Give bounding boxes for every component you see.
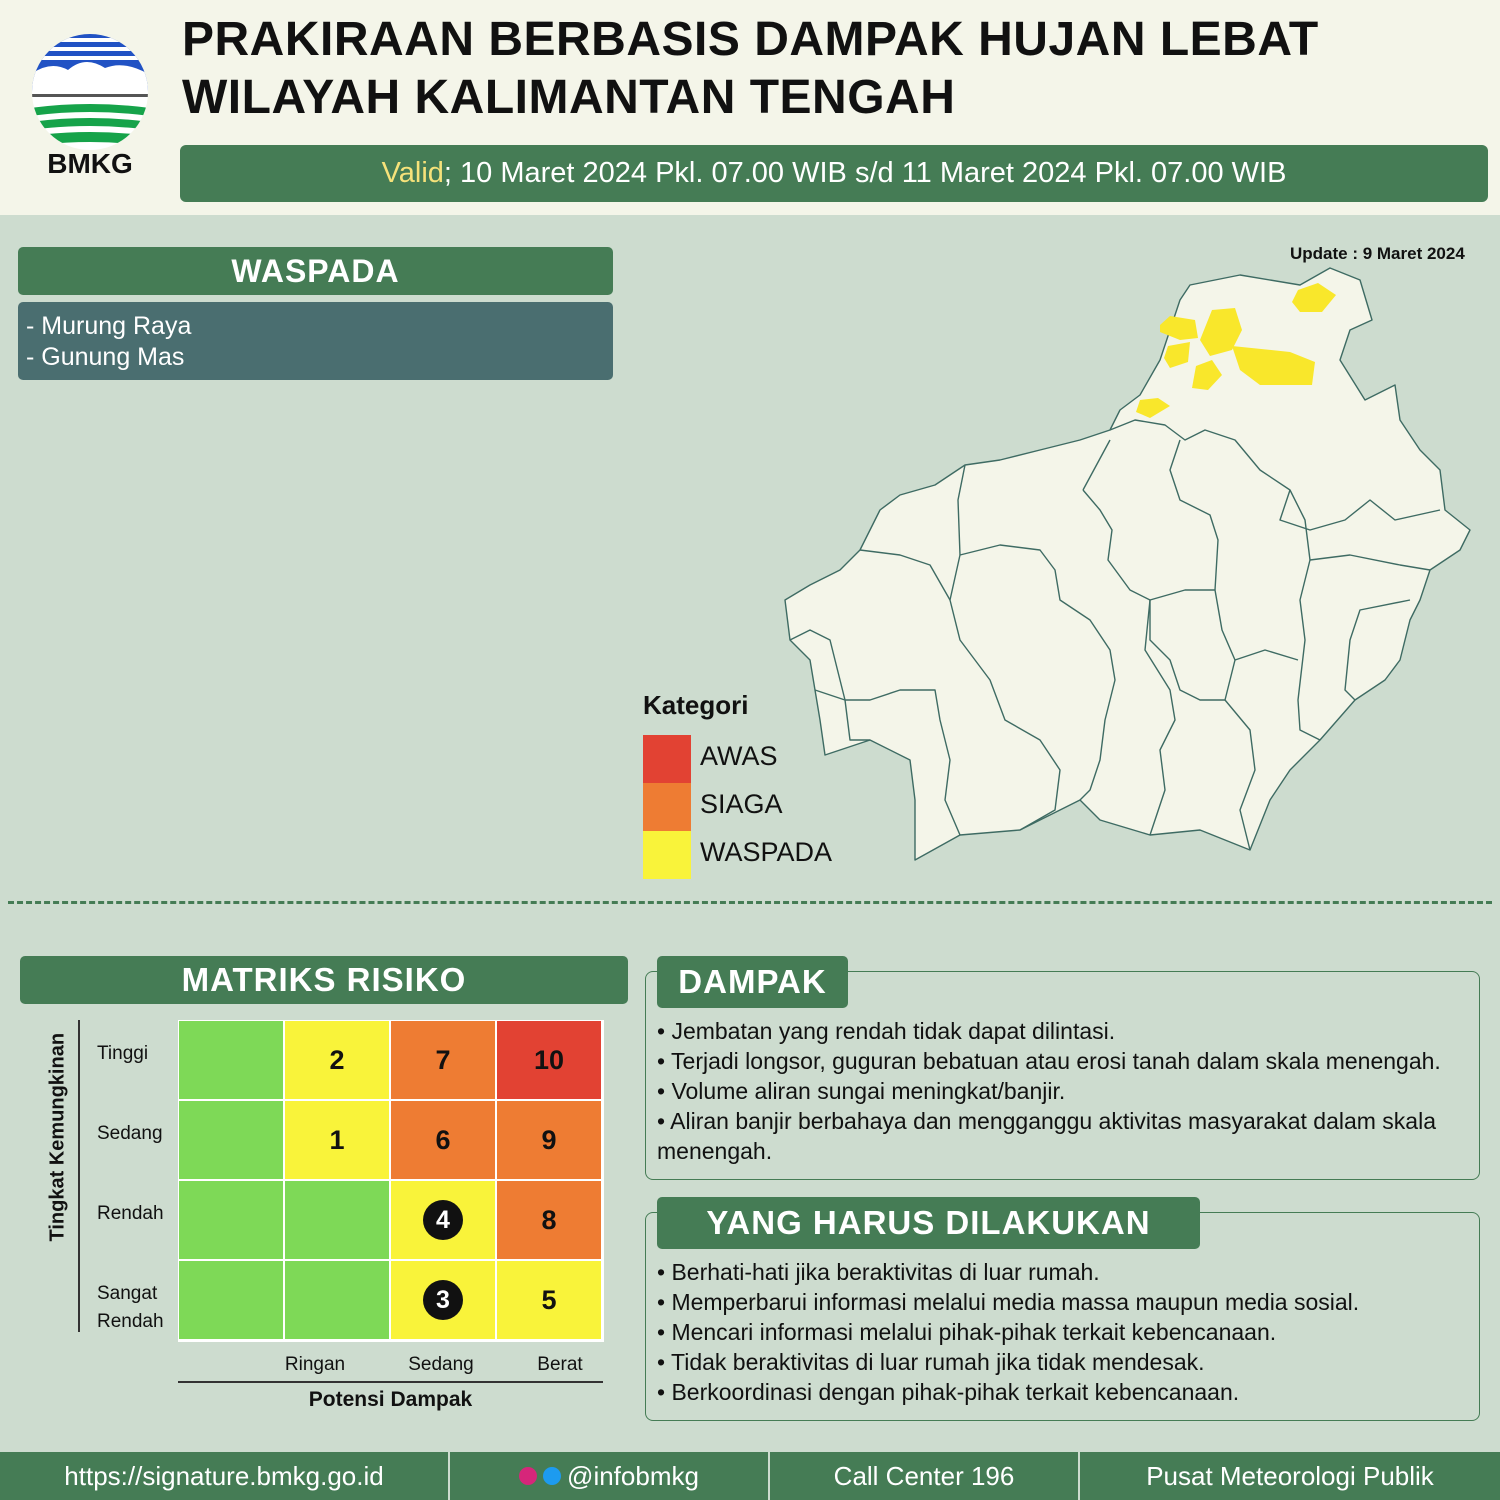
matrix-row-label: Rendah (97, 1203, 164, 1224)
matrix-x-axis-label: Potensi Dampak (308, 1388, 473, 1411)
matrix-cell: 7 (391, 1021, 495, 1099)
valid-period: ; 10 Maret 2024 Pkl. 07.00 WIB s/d 11 Maret 2024 Pkl. 07.00 WIB (443, 157, 1287, 189)
matrix-col-label: Sedang (408, 1354, 474, 1375)
matrix-cell (285, 1181, 389, 1259)
footer-social[interactable] (450, 1452, 770, 1500)
matrix-cell: 8 (497, 1181, 601, 1259)
matrix-col-label: Berat (537, 1354, 583, 1375)
todo-item: • Tidak beraktivitas di luar rumah jika tidak mendesak. (657, 1349, 1205, 1375)
update-date: Update : 9 Maret 2024 (1290, 244, 1465, 263)
todo-item: • Mencari informasi melalui pihak-pihak terkait kebencanaan. (657, 1319, 1277, 1345)
page-title-line1: PRAKIRAAN BERBASIS DAMPAK HUJAN LEBAT (182, 13, 1319, 66)
page-title-line2: WILAYAH KALIMANTAN TENGAH (182, 71, 956, 124)
instagram-icon (519, 1467, 537, 1485)
matrix-cell (179, 1101, 283, 1179)
section-divider (8, 901, 1492, 904)
waspada-area-list (18, 302, 613, 380)
matrix-row-label: Sedang (97, 1123, 163, 1144)
logo-text: BMKG (47, 148, 133, 179)
footer-bar (0, 1452, 1500, 1500)
matrix-cell-marker: 4 (423, 1200, 463, 1240)
footer-website-link[interactable]: https://signature.bmkg.go.id (0, 1452, 450, 1500)
matrix-cell: 10 (497, 1021, 601, 1099)
legend-title: Kategori (643, 690, 749, 720)
footer-org: Pusat Meteorologi Publik (1146, 1460, 1434, 1491)
matrix-cell (179, 1261, 283, 1339)
legend-label-waspada: WASPADA (700, 837, 833, 867)
matrix-cell: 6 (391, 1101, 495, 1179)
waspada-area: - Murung Raya (26, 312, 192, 340)
twitter-icon (543, 1467, 561, 1485)
social-handle: @infobmkg (567, 1460, 699, 1491)
todo-list (657, 1257, 1472, 1407)
map-region (785, 268, 1470, 860)
matrix-cell: 2 (285, 1021, 389, 1099)
legend-swatch-awas (643, 735, 691, 783)
waspada-heading: WASPADA (18, 247, 613, 295)
matrix-cell (391, 1261, 495, 1339)
matrix-cell-marker: 3 (423, 1280, 463, 1320)
legend-label-awas: AWAS (700, 741, 778, 771)
matrix-cell (179, 1021, 283, 1099)
todo-item: • Berhati-hati jika beraktivitas di luar rumah. (657, 1259, 1100, 1285)
dampak-item: • Aliran banjir berbahaya dan mengganggu aktivitas masyarakat dalam skala menengah. (657, 1108, 1437, 1164)
matrix-cell (179, 1181, 283, 1259)
legend-label-siaga: SIAGA (700, 789, 783, 819)
matrix-col-label: Ringan (284, 1354, 346, 1375)
matrix-cell (391, 1181, 495, 1259)
matrix-cell (285, 1261, 389, 1339)
matrix-cell: 9 (497, 1101, 601, 1179)
validity-bar (180, 145, 1488, 202)
map-waspada-area (1160, 316, 1198, 340)
legend-swatch-siaga (643, 783, 691, 831)
matrix-row-label: Sangat Rendah (97, 1283, 164, 1332)
legend-swatch-waspada (643, 831, 691, 879)
dampak-heading: DAMPAK (657, 956, 848, 1008)
dampak-item: • Terjadi longsor, guguran bebatuan atau erosi tanah dalam skala menengah. (657, 1048, 1441, 1074)
risk-matrix-grid (178, 1020, 604, 1342)
todo-item: • Berkoordinasi dengan pihak-pihak terkait kebencanaan. (657, 1379, 1240, 1405)
matrix-y-axis-line (78, 1020, 80, 1332)
matrix-x-axis-line (178, 1381, 603, 1383)
todo-item: • Memperbarui informasi melalui media massa maupun media sosial. (657, 1289, 1360, 1315)
dampak-list (657, 1016, 1472, 1166)
dampak-item: • Volume aliran sungai meningkat/banjir. (657, 1078, 1066, 1104)
matrix-y-axis-label: Tingkat Kemungkinan (46, 1032, 69, 1242)
matrix-row-label: Tinggi (97, 1043, 149, 1064)
todo-heading: YANG HARUS DILAKUKAN (657, 1197, 1200, 1249)
dampak-item: • Jembatan yang rendah tidak dapat dilintasi. (657, 1018, 1116, 1044)
footer-call-center: Call Center 196 (770, 1452, 1080, 1500)
waspada-area: - Gunung Mas (26, 343, 185, 371)
province-map (780, 265, 1480, 870)
valid-label: Valid (381, 157, 444, 189)
matriks-heading: MATRIKS RISIKO (20, 956, 628, 1004)
matrix-cell: 1 (285, 1101, 389, 1179)
matrix-cell: 5 (497, 1261, 601, 1339)
